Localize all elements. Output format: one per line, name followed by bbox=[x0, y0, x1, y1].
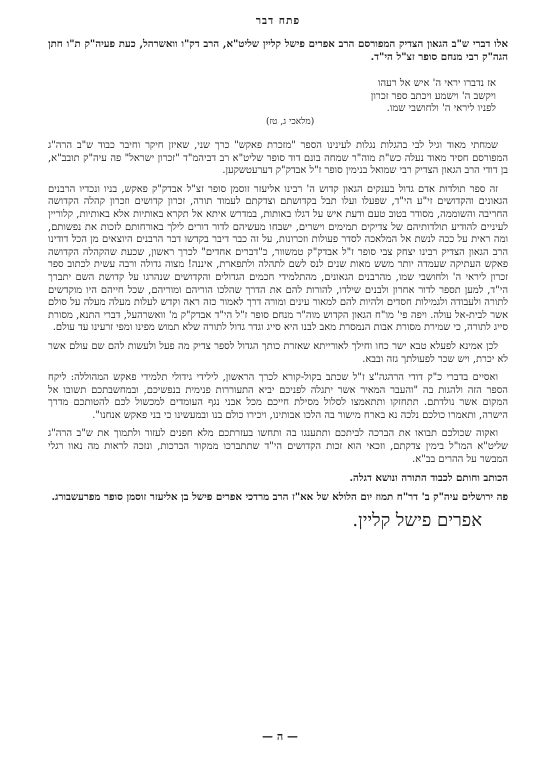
body-paragraph-4: ואסיים בדברי כ"ק דודי הרהגה"צ ז"ל שכתב בקול-קורא לכרך הראשון, לילידי גידולי תלמידי פאקש המהוללה: ליקח הספר הזה ולהגות בה "והעבר המאיר אשר יתגלה לפניכם יביא התעוררות פנימית בנפשיכם, ובמחשבתכם תשובו אל המקום אשר נולדתם. תתחזקו ותתאמצו לסלול מסילת חייכם מכל אבני נגף העומדים למכשול לכם להטותכם מדרך הישרה, ותאמרו כולכם נלכה נא בארח מישור בה הלכו אבותינו, ויכירו כולם בנו ובמעשינו כי בני פאקש אנחנו". bbox=[48, 372, 508, 421]
page-title: פתח דבר bbox=[255, 15, 301, 27]
page-number: — ה — bbox=[262, 730, 298, 743]
body-paragraph-3: לכן אמינא לפעלא טבא ישר כחו וחילך לאורייתא שאזרת כותך הגדול לספר צדיק מה פעל ולעשות להם שם עולם אשר לא יכרת, ויש שכר לפעולתך גזה ובבא. bbox=[48, 340, 508, 365]
closing-line-2: פה ירושלים עיה"ק ב' דר"ח תמוז יום הלולא של אא"ז הרב מרדכי אפרים פישל בן אליעזר זוסמן סופר מפרעשבורג. bbox=[51, 491, 508, 504]
verse-source: (מלאכי ג, טז) bbox=[266, 116, 315, 127]
body-paragraph-2: זה ספר תולדות אדם גדול בענקים הגאון קדוש ה' רבינו אליעזר זוסמן סופר זצ"ל אבדק"ק פאקש, בניו ונכדיו הרבנים הגאונים והקדושים זי"ע הי"ד, שפעלו ועלו תבל בקדושתם וצדקתם לעמוד תורה, זכרון קדושים וזכרון קהלה הקדושה החריבה והשוממה, מסודר בטוב טעם ודעת איש על דגלו באותות, במדרש איתא אל תקרא באותיות אלא באותיות, קלוריין לעיניים להודיע תולדותיהם של צדיקים תמימים וישרים, ישבחו מעשיהם לדור דורים לילך באורחותם לזכות את נפשותם, ומה ראית על ככה לנשת אל המלאכה לסדר פעולות וזכרונות, על זה כבר דיבר בקדשו דבר הרבנים היוצאים מן הכל דודינו הרב הגאון הצדיק רבינו יצחק צבי סופר ז"ל אבדק"ק טמשוור, כ"דברים אחדים" לכרך ראשון, שכעת שהקהלה הקדושה פאקש העתיקה שעמדה יותר משש מאות שנים לנס לשם לתהלה ולתפארת, איננה! מצוה גדולה ורבה עשית לכתוב ספר זכרון ליראי ה' ולחושבי שמו, מהרבנים הגאונים, מהתלמידי חכמים הגדולים והקדושים שנהרגו על קדושת השם יתברך הי"ד, למען תספר לדור אחרון ולבנים שילדו, להורות להם את הדרך שהלכו הוריהם ומוריהם, שכל חייהם היו מוקדשים לתורה ולעבודה ולגמילות חסדים ולהיות להם למאור עינים ומורה דרך לאמור כזה ראה וקדש לעלות מעלה מעלה על סולם אשר לבית-אל עולה. ויפה פי' מו"ח הגאון הקדוש מוה"ר מנחם סופר ז"ל הי"ד אבדק"ק מ' וואשרהעל, דברי התנא, מסורת סייג לתורה, כי שמירת מסורת אבות הנמסרת מאב לבנו היא סייג וגדר גדול לתורה שלא תמוש מפינו ומפי זרעינו עד עולם. bbox=[48, 183, 508, 334]
body-paragraph-5: ואקוה שכולכם תבואו את הברכה לביתכם ותתענגו בה ותחשו בעזרתכם מלא חפנים לעזור ולתמוך את ש"ב הרה"ג שליט"א המו"ל בימין צדקתם, וזכאי הוא זכות הקדושים הי"ד שתתברכו ממקור הברכות, ונזכה לראות מה נאוו רגלי המבשר על ההרים בב"א. bbox=[48, 428, 508, 465]
verse-quote bbox=[266, 78, 496, 128]
signature: אפרים פישל קליין. bbox=[352, 510, 482, 532]
intro-paragraph: אלו דברי ש"ב הגאון הצדיק המפורסם הרב אפרים פישל קליין שליט"א, הרב דק"ו וואשרהל, כעת פעיה"ק ת"ו חתן הגה"ק רבי מנחם סופר זצ"ל הי"ד. bbox=[48, 38, 508, 63]
verse-line-1: אז נדברו יראי ה' איש אל רעהו bbox=[377, 78, 496, 89]
body-paragraph-1: שמחתי מאוד וגיל לבי בהגלות נגלות לעינינו הספר "מזכרת פאקש" כרך שני, שאיזן חיקר וחיבר כבוד ש"ב הרה"ג המפורסם חסיד מאוד נעלה כש"ת מוה"ר שמחה בונם דוד סופר שליט"א רב דביהמ"ד "זכרון ישראל" פה עיה"ק תובב"א, בן דודי הרב הגאון הצדיק רבי שמואל בנימין סופר ז"ל אבדק"ק דערעטשקען. bbox=[48, 140, 508, 177]
verse-line-3: לפניו ליראי ה' ולחושבי שמו. bbox=[386, 103, 496, 114]
closing-line-1: הכותב וחותם לכבוד התורה ונושא דגלה. bbox=[349, 472, 508, 485]
verse-line-2: ויקשב ה' וישמע ויכתב ספר זכרון bbox=[370, 90, 496, 102]
